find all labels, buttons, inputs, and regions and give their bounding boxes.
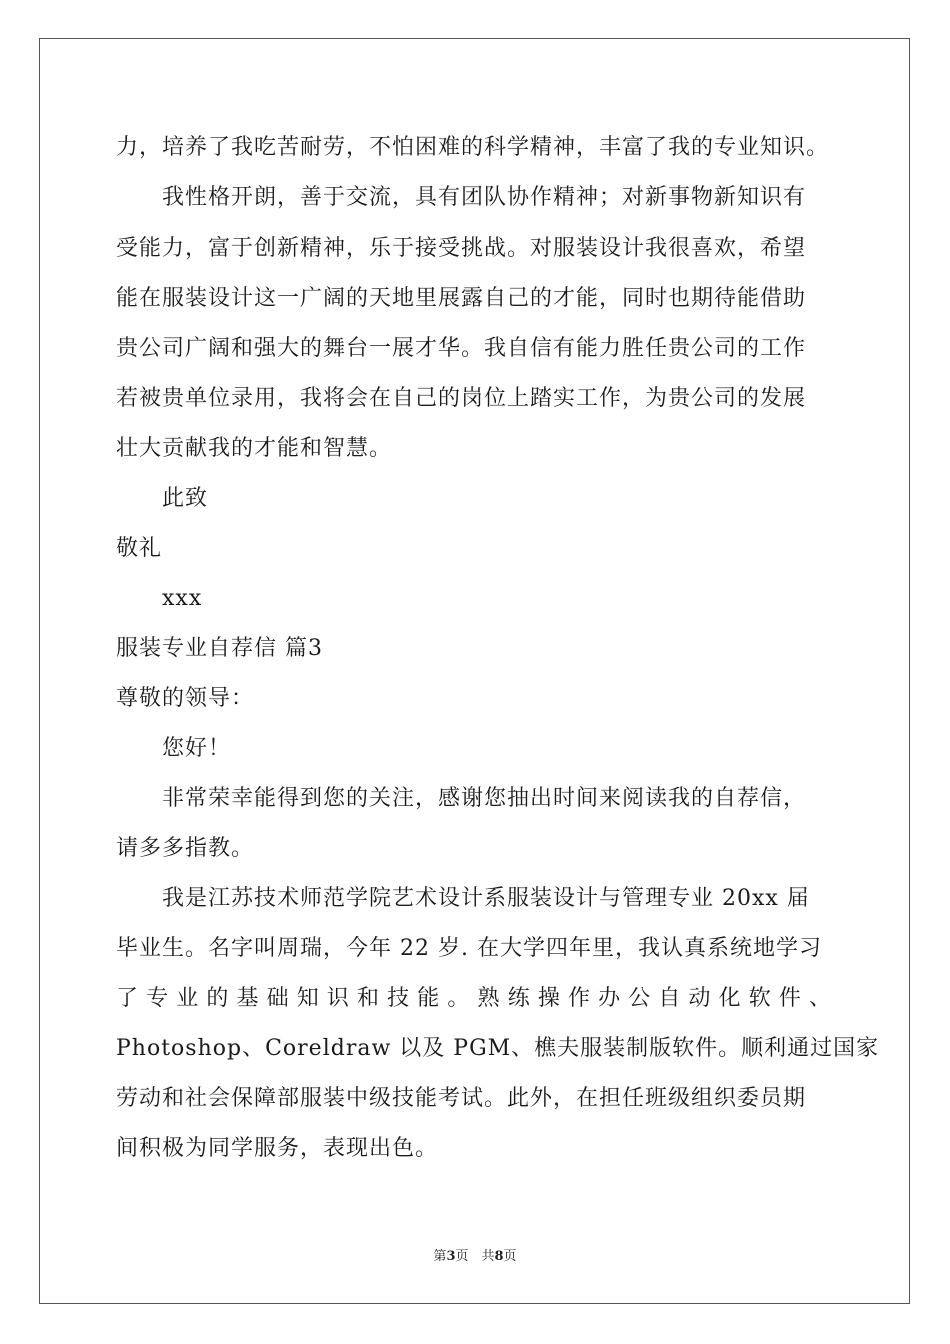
closing-regards: 敬礼 [116,536,163,561]
body-line: 受能力，富于创新精神，乐于接受挑战。对服装设计我很喜欢，希望 [116,236,807,261]
body-line: 贵公司广阔和强大的舞台一展才华。我自信有能力胜任贵公司的工作 [116,336,807,361]
body-line: 壮大贡献我的才能和智慧。 [116,436,393,461]
total-pages-number: 8 [494,1249,504,1264]
page-footer [0,1245,950,1264]
body-line: 力，培养了我吃苦耐劳，不怕困难的科学精神，丰富了我的专业知识。 [116,135,830,160]
body-line: 毕业生。名字叫周瑞，今年 22 岁. 在大学四年里，我认真系统地学习 [116,936,822,961]
body-line: 了专业的基础知识和技能。熟练操作办公自动化软件、 [116,986,831,1011]
signature: xxx [162,586,203,611]
body-line: 劳动和社会保障部服装中级技能考试。此外，在担任班级组织委员期 [116,1086,807,1111]
body-line: 我是江苏技术师范学院艺术设计系服装设计与管理专业 20xx 届 [162,886,810,911]
greeting: 您好！ [162,736,232,761]
page-label-suffix: 页 [503,1249,517,1264]
body-line: 间积极为同学服务，表现出色。 [116,1136,439,1161]
body-line: 能在服装设计这一广阔的天地里展露自己的才能，同时也期待能借助 [116,286,807,311]
body-line: Photoshop、Coreldraw 以及 PGM、樵夫服装制版软件。顺利通过国家 [116,1036,880,1061]
body-line: 若被贵单位录用，我将会在自己的岗位上踏实工作，为贵公司的发展 [116,386,807,411]
current-page-number: 3 [446,1249,456,1264]
body-line: 我性格开朗，善于交流，具有团队协作精神；对新事物新知识有 [162,185,807,210]
body-line: 非常荣幸能得到您的关注，感谢您抽出时间来阅读我的自荐信， [162,786,807,811]
section-heading: 服装专业自荐信 篇3 [116,636,323,661]
page-label-prefix: 第 [433,1249,447,1264]
closing-salutation: 此致 [162,486,209,511]
page-label-mid: 页 共 [455,1249,495,1264]
body-line: 请多多指教。 [116,836,255,861]
greeting-recipient: 尊敬的领导： [116,686,255,711]
page-border [39,38,910,1304]
